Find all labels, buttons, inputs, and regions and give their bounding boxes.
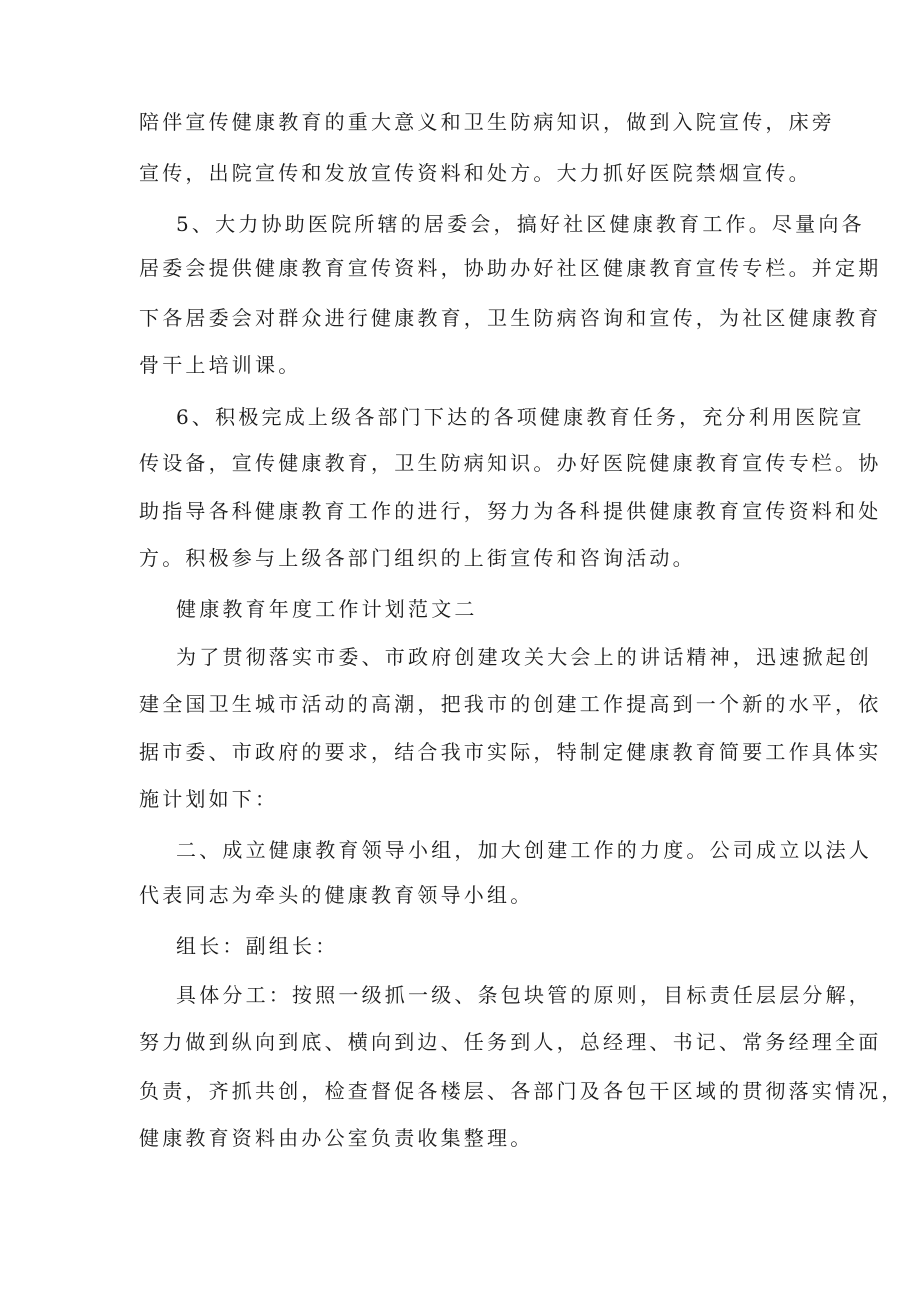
text-line: 为了贯彻落实市委、市政府创建攻关大会上的讲话精神，迅速掀起创	[176, 645, 872, 669]
text-line: 陪伴宣传健康教育的重大意义和卫生防病知识，做到入院宣传，床旁	[139, 110, 835, 134]
text-line: 下各居委会对群众进行健康教育，卫生防病咨询和宣传，为社区健康教育	[139, 306, 882, 330]
text-line: 骨干上培训课。	[139, 353, 302, 377]
text-line: 负责，齐抓共创，检查督促各楼层、各部门及各包干区域的贯彻落实情况，	[139, 1079, 905, 1103]
text-line: 健康教育资料由办公室负责收集整理。	[139, 1126, 534, 1150]
text-line: 6、积极完成上级各部门下达的各项健康教育任务，充分利用医院宣	[176, 405, 865, 429]
text-line: 助指导各科健康教育工作的进行，努力为各科提供健康教育宣传资料和处	[139, 499, 882, 523]
text-line: 据市委、市政府的要求，结合我市实际，特制定健康教育简要工作具体实	[139, 740, 882, 764]
section-heading: 健康教育年度工作计划范文二	[176, 597, 478, 621]
text-line: 组长：副组长：	[176, 934, 339, 958]
text-line: 传设备，宣传健康教育，卫生防病知识。办好医院健康教育宣传专栏。协	[139, 451, 882, 475]
text-line: 二、成立健康教育领导小组，加大创建工作的力度。公司成立以法人	[176, 838, 872, 862]
text-line: 建全国卫生城市活动的高潮，把我市的创建工作提高到一个新的水平，依	[139, 692, 882, 716]
text-line: 具体分工：按照一级抓一级、条包块管的原则，目标责任层层分解，	[176, 983, 872, 1007]
text-line: 宣传，出院宣传和发放宣传资料和处方。大力抓好医院禁烟宣传。	[139, 161, 812, 185]
text-line: 方。积极参与上级各部门组织的上街宣传和咨询活动。	[139, 546, 696, 570]
text-line: 施计划如下：	[139, 787, 279, 811]
text-line: 5、大力协助医院所辖的居委会，搞好社区健康教育工作。尽量向各	[176, 212, 865, 236]
text-line: 居委会提供健康教育宣传资料，协助办好社区健康教育宣传专栏。并定期	[139, 256, 882, 280]
text-line: 努力做到纵向到底、横向到边、任务到人，总经理、书记、常务经理全面	[139, 1030, 882, 1054]
text-line: 代表同志为牵头的健康教育领导小组。	[139, 883, 534, 907]
